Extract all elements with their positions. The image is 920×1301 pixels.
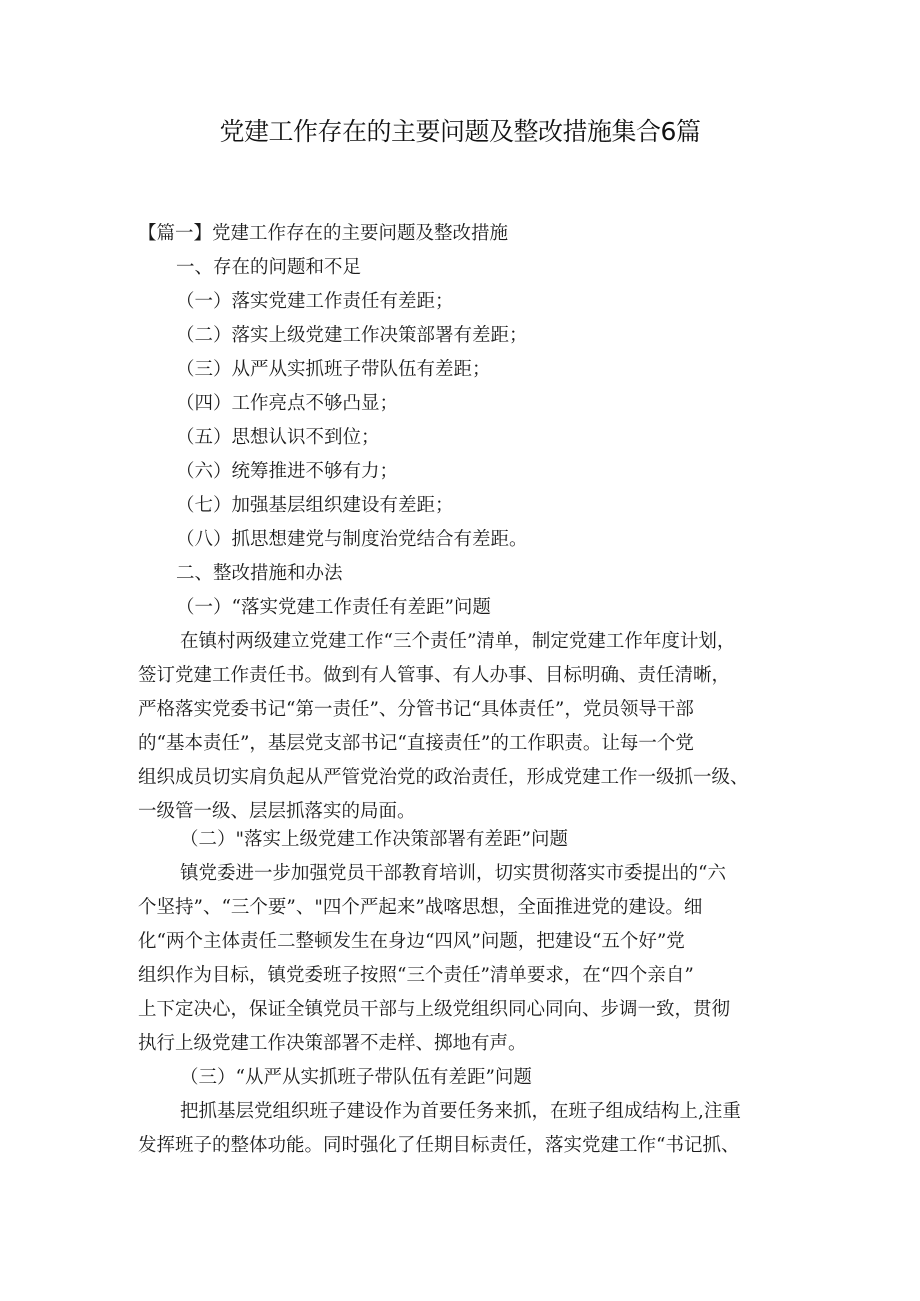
paragraph-line: 签订党建工作责任书。做到有人管事、有人办事、目标明确、责任清晰， [138,665,731,686]
problem-item: （八）抓思想建党与制度治党结合有差距。 [176,529,528,550]
problem-item: （二）落实上级党建工作决策部署有差距； [176,325,528,346]
problem-item: （五）思想认识不到位； [176,427,380,448]
section-header: 【篇一】党建工作存在的主要问题及整改措施 [138,223,509,244]
paragraph-line: 把抓基层党组织班子建设作为首要任务来抓，在班子组成结构上,注重 [180,1101,741,1122]
paragraph-line: 上下定决心，保证全镇党员干部与上级党组织同心同向、步调一致，贯彻 [138,999,731,1020]
problem-item: （六）统筹推进不够有力； [176,461,399,482]
paragraph-line: 一级管一级、层层抓落实的局面。 [138,801,416,822]
part1-heading: 一、存在的问题和不足 [176,257,362,278]
paragraph-line: 个坚持”、“三个要”、"四个严起来”战喀思想，全面推进党的建设。细 [138,897,703,918]
paragraph-line: 执行上级党建工作决策部署不走样、掷地有声。 [138,1033,527,1054]
paragraph-line: 化“两个主体责任二整顿发生在身边“四风”问题，把建设“五个好”党 [138,931,685,952]
subsection-heading-2: （二）"落实上级党建工作决策部署有差距”问题 [180,829,568,850]
paragraph-line: 严格落实党委书记“第一责任”、分管书记“具体责任”，党员领导干部 [138,699,694,720]
problem-item: （三）从严从实抓班子带队伍有差距； [176,359,491,380]
paragraph-line: 的“基本责任”，基层党支部书记“直接责任”的工作职责。让每一个党 [138,733,694,754]
paragraph-line: 组织作为目标，镇党委班子按照“三个责任”清单要求，在“四个亲自” [138,965,694,986]
paragraph-line: 在镇村两级建立党建工作“三个责任”清单，制定党建工作年度计划， [180,631,736,652]
problem-item: （一）落实党建工作责任有差距； [176,291,454,312]
paragraph-line: 镇党委进一步加强党员干部教育培训，切实贯彻落实市委提出的“六 [180,863,726,884]
problem-item: （四）工作亮点不够凸显； [176,393,399,414]
subsection-heading-3: （三）“从严从实抓班子带队伍有差距”问题 [180,1067,532,1088]
document-title: 党建工作存在的主要问题及整改措施集合6篇 [219,117,701,146]
paragraph-line: 组织成员切实肩负起从严管党治党的政治责任，形成党建工作一级抓一级、 [138,767,749,788]
part2-heading: 二、整改措施和办法 [176,563,343,584]
paragraph-line: 发挥班子的整体功能。同时强化了任期目标责任，落实党建工作“书记抓、 [138,1135,740,1156]
subsection-heading-1: （一）“落实党建工作责任有差距”问题 [176,597,491,618]
problem-item: （七）加强基层组织建设有差距； [176,495,454,516]
